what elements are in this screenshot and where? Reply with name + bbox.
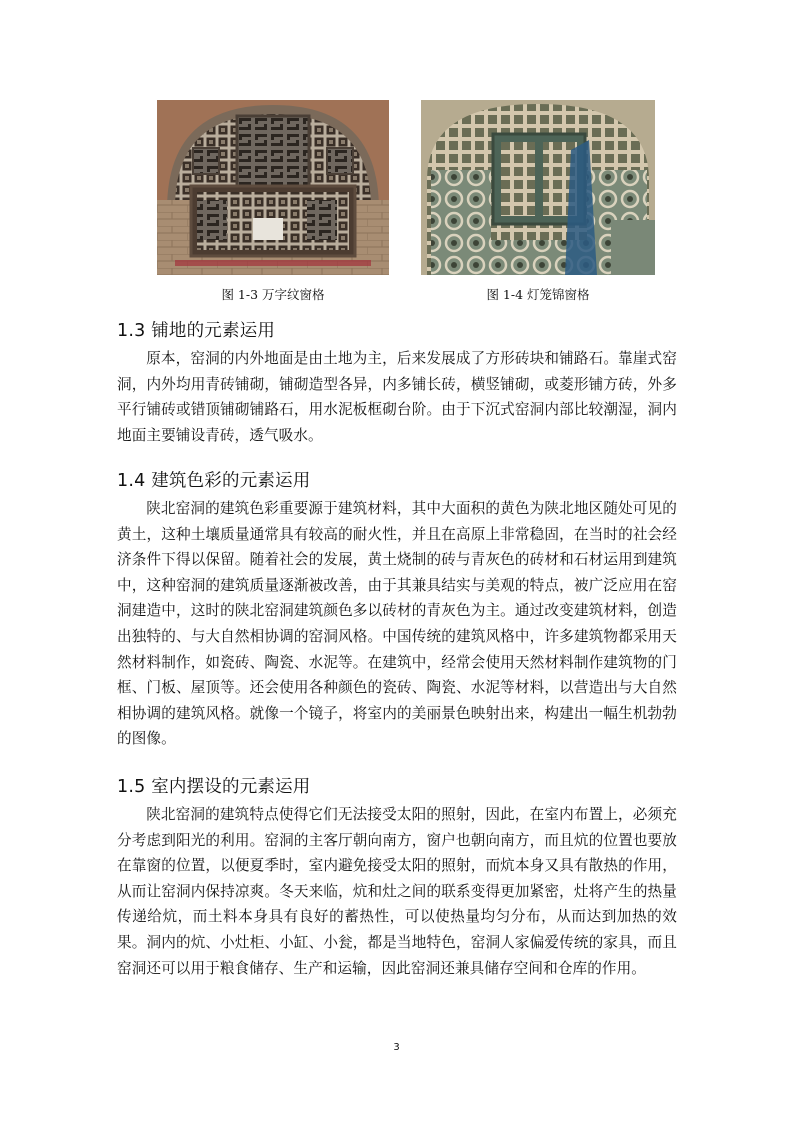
section-heading: 1.5 室内摆设的元素运用 <box>117 777 311 797</box>
section-1-4 <box>117 466 677 752</box>
figure-1-4 <box>421 100 655 275</box>
section-heading: 1.4 建筑色彩的元素运用 <box>117 471 311 491</box>
figure-1-3-caption: 图 1-3 万字纹窗格 <box>221 287 325 302</box>
figure-1-3 <box>157 100 389 275</box>
lattice-window-photo-1-3 <box>157 100 389 275</box>
section-paragraph: 陕北窑洞的建筑特点使得它们无法接受太阳的照射，因此，在室内布置上，必须充分考虑到阳光的利用。窑洞的主客厅朝向南方，窗户也朝向南方，而且炕的位置也要放在靠窗的位置，以便夏季时，室内避免接受太阳的照射，而炕本身又具有散热的作用，从而让窑洞内保持凉爽。冬天来临，炕和灶之间的联系变得更加紧密，灶将产生的热量传递给炕，而土料本身具有良好的蓄热性，可以使热量均匀分布，从而达到加热的效果。洞内的炕、小灶柜、小缸、小瓮，都是当地特色，窑洞人家偏爱传统的家具，而且窑洞还可以用于粮食储存、生产和运输，因此窑洞还兼具储存空间和仓库的作用。 <box>117 806 677 977</box>
page-number: 3 <box>393 1042 400 1053</box>
section-1-3 <box>117 316 677 448</box>
section-paragraph: 原本，窑洞的内外地面是由土地为主，后来发展成了方形砖块和铺路石。靠崖式窑洞，内外均用青砖铺砌，铺砌造型各异，内多铺长砖，横竖铺砌，或菱形铺方砖，外多平行铺砖或错顶铺砌铺路石，用水泥板框砌台阶。由于下沉式窑洞内部比较潮湿，洞内地面主要铺设青砖，透气吸水。 <box>117 350 677 444</box>
figure-1-4-caption: 图 1-4 灯笼锦窗格 <box>486 287 590 302</box>
section-heading: 1.3 铺地的元素运用 <box>117 321 276 341</box>
section-1-5 <box>117 772 677 981</box>
lattice-window-photo-1-4 <box>421 100 655 275</box>
section-paragraph: 陕北窑洞的建筑色彩重要源于建筑材料，其中大面积的黄色为陕北地区随处可见的黄土，这种土壤质量通常具有较高的耐火性，并且在高原上非常稳固，在当时的社会经济条件下得以保留。随着社会的发展，黄土烧制的砖与青灰色的砖材和石材运用到建筑中，这种窑洞的建筑质量逐渐被改善，由于其兼具结实与美观的特点，被广泛应用在窑洞建造中，这时的陕北窑洞建筑颜色多以砖材的青灰色为主。通过改变建筑材料，创造出独特的、与大自然相协调的窑洞风格。中国传统的建筑风格中，许多建筑物都采用天然材料制作，如瓷砖、陶瓷、水泥等。在建筑中，经常会使用天然材料制作建筑物的门框、门板、屋顶等。还会使用各种颜色的瓷砖、陶瓷、水泥等材料，以营造出与大自然相协调的建筑风格。就像一个镜子，将室内的美丽景色映射出来，构建出一幅生机勃勃的图像。 <box>117 500 677 748</box>
